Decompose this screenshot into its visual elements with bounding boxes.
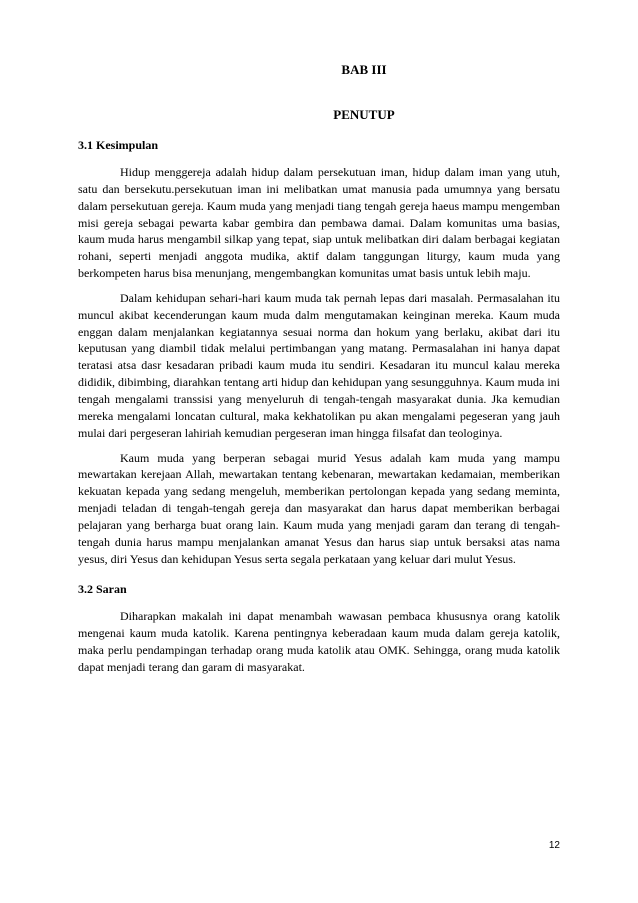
chapter-number: BAB III	[341, 62, 387, 77]
paragraph: Hidup menggereja adalah hidup dalam persekutuan iman, hidup dalam iman yang utuh, satu dan bersekutu.persekutuan iman ini melibatkan umat manusia pada umumnya yang bersatu dalam persekutuan gereja. Kaum muda yang menjadi tiang tengah gereja haeus mampu mengemban misi gereja sebagai pewarta kabar gembira dan pembawa damai. Dalam komunitas uma basias, kaum muda harus mengambil silkap yang tepat, siap untuk melibatkan diri dalam berbagai kegiatan rohani, seperti menjadi anggota mudika, aktif dalam tanggungan liturgy, kaum muda yang berkompeten harus bisa menunjang, mengembangkan komunitas umat basis untuk lebih maju.	[78, 165, 560, 281]
chapter-title: PENUTUP	[333, 107, 395, 122]
page-number: 12	[548, 840, 560, 851]
paragraph: Diharapkan makalah ini dapat menambah wawasan pembaca khususnya orang katolik mengenai kaum muda katolik. Karena pentingnya keberadaan kaum muda dalam gereja katolik, maka perlu pendampingan terhadap orang muda katolik atau OMK. Sehingga, orang muda katolik dapat menjadi terang dan garam di masyarakat.	[78, 609, 560, 674]
paragraph: Dalam kehidupan sehari-hari kaum muda tak pernah lepas dari masalah. Permasalahan itu muncul akibat kecenderungan kaum muda dalm mengutamakan keinginan mereka. Kaum muda enggan dalam menjalankan kegiatannya sesuai norma dan hokum yang berlaku, akibat dari itu keputusan yang diambil tidak melalui pertimbangan yang matang. Permasalahan ini hanya dapat teratasi atsa dasr kesadaran pribadi kaum muda itu sendiri. Kesadaran itu muncul kalau mereka dididik, dibimbing, diarahkan tentang arti hidup dan kehidupan yang sesungguhnya. Kaum muda ini tengah mengalami transsisi yang menyeluruh di tengah-tengah masyarakat dunia. Jka kemudian mereka mengalami loncatan cultural, maka kekhatolikan pu akan mengalami pegeseran yang jauh mulai dari pergeseran lahiriah kemudian pergeseran iman hingga filsafat dan teologinya.	[78, 290, 560, 440]
section-kesimpulan	[78, 137, 560, 567]
section-heading: 3.1 Kesimpulan	[78, 138, 159, 152]
section-saran	[78, 581, 560, 675]
paragraph: Kaum muda yang berperan sebagai murid Yesus adalah kam muda yang mampu mewartakan kerejaan Allah, mewartakan tentang kebenaran, mewartakan kedamaian, memberikan kekuatan kepada yang sedang mengeluh, memberikan pertolongan kepada yang sedang meminta, menjadi teladan di tengah-tengah gereja dan masyarakat dan harus dapat memberikan berbagai pelajaran yang berharga buat orang lain. Kaum muda yang menjadi garam dan terang di tengah-tengah dunia harus mampu menjalankan amanat Yesus dan harus siap untuk bersaksi atas nama yesus, diri Yesus dan kehidupan Yesus serta segala perkataan yang keluar dari mulut Yesus.	[78, 450, 560, 566]
section-heading: 3.2 Saran	[78, 582, 127, 597]
